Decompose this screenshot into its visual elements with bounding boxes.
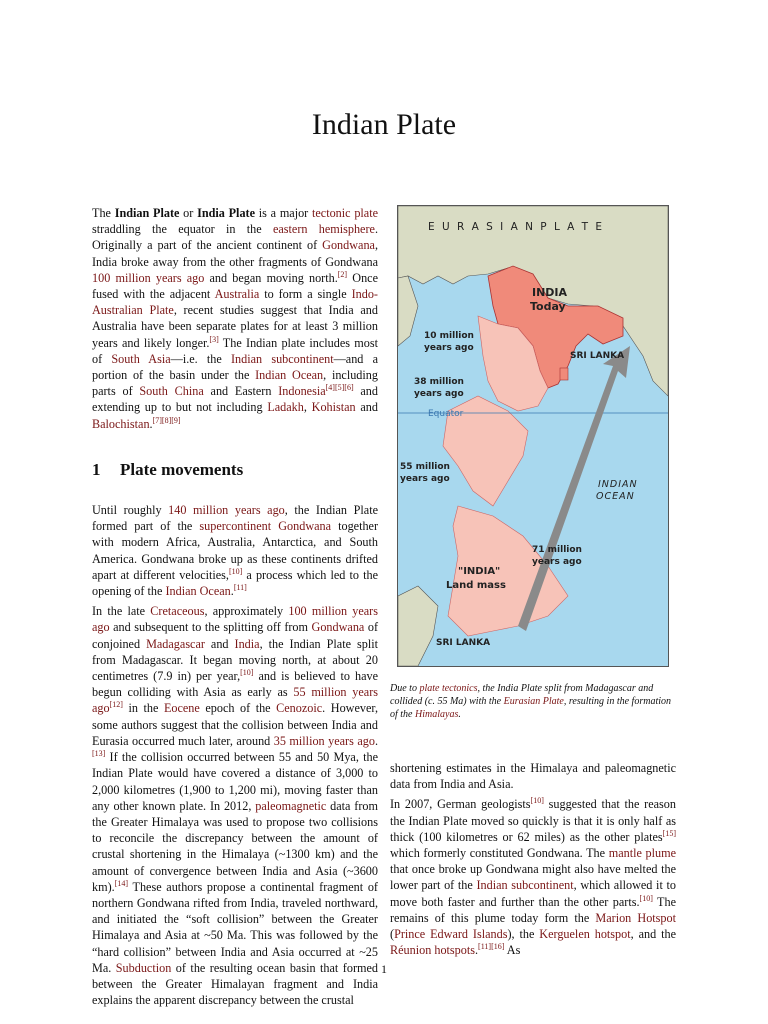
section-heading [92, 459, 378, 479]
section-number: 1 [92, 459, 101, 479]
ref-10d[interactable]: [10] [639, 893, 653, 903]
link-cretaceous[interactable]: Cretaceous [150, 604, 205, 619]
label-eurasian-plate: E U R A S I A N P L A T E [428, 221, 605, 233]
right-column [390, 760, 676, 962]
link-australia[interactable]: Australia [214, 287, 260, 302]
link-eurasian-plate[interactable]: Eurasian Plate [503, 696, 564, 707]
link-supercontinent[interactable]: supercontinent [199, 519, 272, 534]
link-kerguelen-hotspot[interactable]: Kerguelen hotspot [539, 927, 631, 942]
sri-lanka-today [560, 368, 568, 380]
label-indian-ocean-2: OCEAN [596, 491, 635, 502]
ref-14[interactable]: [14] [114, 878, 129, 888]
link-india[interactable]: India [234, 636, 260, 651]
link-ladakh[interactable]: Ladakh [267, 400, 304, 415]
plate-map-figure [397, 205, 669, 667]
label-india-today-2: Today [530, 300, 566, 313]
ref-2[interactable]: [2] [337, 269, 348, 279]
link-kohistan[interactable]: Kohistan [311, 400, 356, 415]
paragraph-1: Until roughly 140 million years ago, the Indian Plate formed part of the supercontinent Gondwana together with modern Africa, Australia, Antarctica, and South America. Gondwana broke up as these continents drifted apart at different velocities,[10] a process which led to the opening of the Indian Ocean.[11] [92, 503, 379, 599]
link-gondwana-3[interactable]: Gondwana [311, 620, 365, 635]
link-reunion-hotspots[interactable]: Réunion hotspots [390, 943, 475, 958]
plate-map [398, 206, 668, 666]
link-madagascar[interactable]: Madagascar [146, 636, 205, 651]
label-equator: Equator [428, 409, 464, 419]
label-indian-ocean-1: INDIAN [598, 479, 638, 490]
ref-3[interactable]: [3] [209, 334, 219, 344]
ref-4-5-6[interactable]: [4][5][6] [325, 383, 354, 393]
label-38-million-1: 38 million [414, 377, 464, 387]
label-india-landmass-1: "INDIA" [458, 566, 501, 577]
link-140-million[interactable]: 140 million years ago [168, 503, 285, 518]
link-himalayas[interactable]: Himalayas [415, 709, 459, 720]
link-indian-subcontinent[interactable]: Indian subcontinent [231, 351, 334, 366]
intro-paragraph: The Indian Plate or India Plate is a major tectonic plate straddling the equator in the eastern hemisphere. Originally a part of the ancient continent of Gondwana, India broke away from the other fragments of Gondwana 100 million years ago and began moving north.[2] Once fused with the adjacent Australia to form a single Indo-Australian Plate, recent studies suggest that India and Australia have been separate plates for at least 3 million years and likely longer.[3] The Indian plate includes most of South Asia—i.e. the Indian subcontinent—and a portion of the basin under the Indian Ocean, including parts of South China and Eastern Indonesia[4][5][6] and extending up to but not including Ladakh, Kohistan and Balochistan.[7][8][9] [92, 206, 379, 431]
ref-15[interactable]: [15] [662, 828, 676, 838]
paragraph-4: In 2007, German geologists[10] suggested that the reason the Indian Plate moved so quickly is that it is only half as thick (100 kilometres or 62 miles) as the other plates[15] which formerly constituted Gondwana. The mantle plume that once broke up Gondwana might also have melted the lower part of the Indian subcontinent, which allowed it to move both faster and further than the other parts.[10] The remains of this plume today form the Marion Hotspot (Prince Edward Islands), the Kerguelen hotspot, and the Réunion hotspots.[11][16] As [390, 796, 676, 958]
label-55-million-2: years ago [400, 474, 450, 484]
link-south-china[interactable]: South China [139, 384, 204, 399]
link-paleomagnetic[interactable]: paleomagnetic [255, 798, 327, 813]
link-indian-ocean-2[interactable]: Indian Ocean [165, 584, 231, 599]
link-plate-tectonics[interactable]: plate tectonics [419, 683, 478, 694]
link-indonesia[interactable]: Indonesia [278, 384, 326, 399]
paragraph-3: shortening estimates in the Himalaya and paleomagnetic data from India and Asia. [390, 761, 676, 792]
page-number: 1 [381, 962, 387, 976]
label-55-million-1: 55 million [400, 462, 450, 472]
label-sri-lanka-top: SRI LANKA [570, 351, 625, 361]
label-10-million-1: 10 million [424, 331, 474, 341]
figure-caption: Due to plate tectonics, the India Plate split from Madagascar and collided (c. 55 Ma) with the Eurasian Plate, resulting in the formation of the Himalayas. [390, 683, 672, 720]
link-tectonic-plate[interactable]: tectonic plate [312, 206, 379, 220]
label-71-million-1: 71 million [532, 545, 582, 555]
link-indian-subcontinent-2[interactable]: Indian subcontinent [476, 878, 574, 893]
ref-11-16[interactable]: [11][16] [478, 942, 505, 952]
label-38-million-2: years ago [414, 389, 464, 399]
ref-11[interactable]: [11] [233, 583, 247, 592]
label-india-landmass-2: Land mass [446, 580, 506, 591]
label-sri-lanka-bottom: SRI LANKA [436, 638, 491, 648]
label-india-today-1: INDIA [532, 286, 568, 299]
link-cenozoic[interactable]: Cenozoic [276, 701, 323, 716]
link-35-million[interactable]: 35 million years ago [273, 733, 375, 748]
left-column [92, 205, 378, 1012]
link-marion-hotspot[interactable]: Marion Hotspot [595, 910, 676, 925]
link-gondwana[interactable]: Gondwana [322, 238, 375, 253]
paragraph-2: In the late Cretaceous, approximately 100 million years ago and subsequent to the splitting off from Gondwana of conjoined Madagascar and India, the Indian Plate split from Madagascar. It began moving north, at about 20 centimetres (7.9 in) per year,[10] and is believed to have begun colliding with Asia as early as 55 million years ago[12] in the Eocene epoch of the Cenozoic. However, some authors suggest that the collision between India and Eurasia occurred much later, around 35 million years ago.[13] If the collision occurred between 55 and 50 Mya, the Indian Plate would have covered a distance of 3,000 to 2,000 kilometres (1,900 to 1,200 mi), moving faster than any other known plate. In 2012, paleomagnetic data from the Greater Himalaya was used to propose two collisions to reconcile the discrepancy between the amount of crustal shortening in the Himalaya (~1300 km) and the amount of convergence between India and Asia (~3600 km).[14] These authors propose a continental fragment of northern Gondwana rifted from India, traveled northward, and initiated the “soft collision” between the Greater Himalaya and Asia at ~50 Ma. This was followed by the “hard collision” between India and Asia occurred at ~25 Ma. Subduction of the resulting ocean basin that formed between the Greater Himalayan fragment and India explains the apparent discrepancy between the crustal [92, 604, 379, 1008]
ref-10c[interactable]: [10] [530, 796, 544, 806]
link-55-million[interactable]: 55 million years ago [92, 685, 378, 716]
link-indian-ocean[interactable]: Indian Ocean [255, 368, 324, 383]
ref-10[interactable]: [10] [228, 566, 243, 576]
ref-7-8-9[interactable]: [7][8][9] [152, 415, 181, 425]
link-prince-edward-islands[interactable]: Prince Edward Islands [394, 927, 508, 942]
section-title: Plate movements [120, 459, 244, 479]
link-south-asia[interactable]: South Asia [111, 351, 171, 366]
link-eocene[interactable]: Eocene [163, 701, 200, 716]
ref-10b[interactable]: [10] [240, 668, 254, 678]
label-71-million-2: years ago [532, 557, 582, 567]
ref-12[interactable]: [12] [109, 700, 123, 710]
link-gondwana-2[interactable]: Gondwana [278, 519, 332, 534]
link-balochistan[interactable]: Balochistan [92, 416, 150, 431]
link-subduction[interactable]: Subduction [115, 960, 172, 975]
link-100-million-2[interactable]: 100 million years ago [92, 604, 378, 635]
link-100-million-years[interactable]: 100 million years ago [92, 270, 205, 285]
label-10-million-2: years ago [424, 343, 474, 353]
page-title: Indian Plate [311, 108, 457, 141]
ref-13[interactable]: [13] [92, 749, 106, 759]
link-mantle-plume[interactable]: mantle plume [608, 846, 676, 861]
link-eastern-hemisphere[interactable]: eastern hemisphere [272, 222, 375, 237]
link-indo-australian-plate[interactable]: Indo-Australian Plate [92, 287, 378, 318]
